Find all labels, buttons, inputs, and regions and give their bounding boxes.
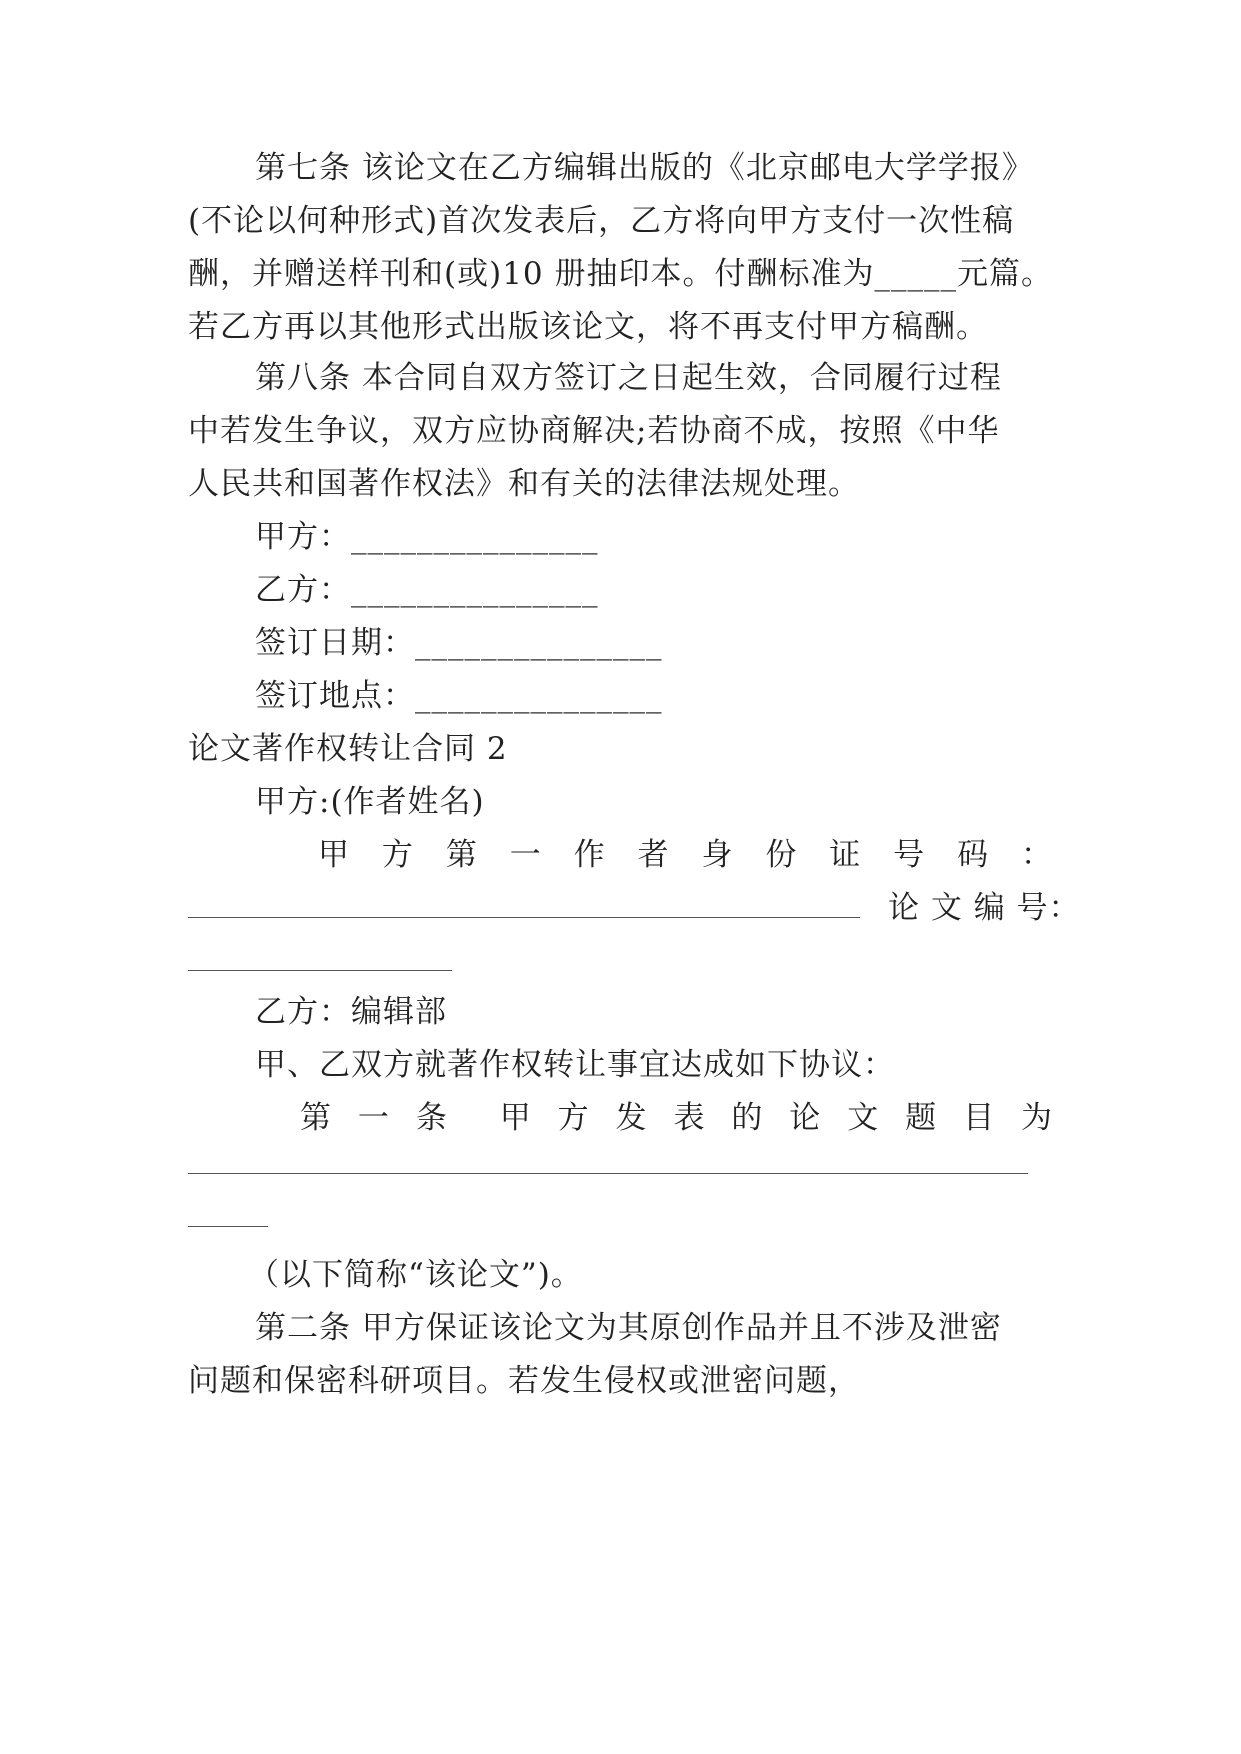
id-label-char: 作 [573, 837, 606, 873]
article8-line2: 中若发生争议，双方应协商解决;若协商不成，按照《中华 [188, 413, 1000, 449]
id-label-char: 一 [509, 837, 542, 873]
contract2-title: 论文著作权转让合同 2 [188, 731, 508, 767]
contract2-party-b: 乙方：编辑部 [255, 994, 447, 1030]
article7-line3: 酬，并赠送样刊和(或)10 册抽印本。付酬标准为_____元篇。 [188, 256, 1053, 292]
paper-number-blank [188, 970, 452, 971]
paper-title-blank-2 [188, 1226, 268, 1227]
id-label-char: 第 [445, 837, 478, 873]
article1-char: 一 [357, 1100, 390, 1136]
article1-char: 甲 [499, 1100, 532, 1136]
signature-party-b: 乙方：_______________ [255, 572, 599, 608]
article1-char: 论 [789, 1100, 822, 1136]
id-label-char: 身 [701, 837, 734, 873]
signature-party-a: 甲方：_______________ [255, 519, 599, 555]
paper-title-blank-1 [188, 1173, 1028, 1174]
id-number-label [318, 835, 1053, 875]
id-label-char: 份 [765, 837, 798, 873]
article1-char: 表 [673, 1100, 706, 1136]
id-label-char: ： [1020, 837, 1053, 873]
signature-place: 签订地点：_______________ [255, 678, 663, 714]
article8-line1: 第八条 本合同自双方签订之日起生效，合同履行过程 [255, 360, 1002, 396]
id-label-char: 证 [829, 837, 862, 873]
article1-char: 条 [415, 1100, 448, 1136]
article1-char: 发 [615, 1100, 648, 1136]
id-label-char: 者 [637, 837, 670, 873]
id-number-blank [188, 917, 860, 918]
paper-number-label: 论 文 编 号： [888, 890, 1081, 926]
id-label-char: 甲 [318, 837, 350, 873]
article1-char: 题 [905, 1100, 938, 1136]
article7-line1: 第七条 该论文在乙方编辑出版的《北京邮电大学学报》 [255, 150, 1034, 186]
article7-line2: (不论以何种形式)首次发表后，乙方将向甲方支付一次性稿 [188, 203, 1015, 239]
article1-char: 为 [1020, 1100, 1053, 1136]
article8-line3: 人民共和国著作权法》和有关的法律法规处理。 [188, 466, 860, 502]
abbrev-line: （以下简称“该论文”)。 [248, 1257, 583, 1293]
article1-char: 目 [963, 1100, 996, 1136]
id-label-char: 码 [957, 837, 990, 873]
contract2-party-a: 甲方:(作者姓名) [255, 784, 485, 820]
article7-line4: 若乙方再以其他形式出版该论文，将不再支付甲方稿酬。 [188, 309, 988, 345]
article1-char: 的 [731, 1100, 764, 1136]
id-label-char: 号 [893, 837, 926, 873]
signature-date: 签订日期：_______________ [255, 625, 663, 661]
article2-line2: 问题和保密科研项目。若发生侵权或泄密问题， [188, 1363, 860, 1399]
agreement-intro: 甲、乙双方就著作权转让事宜达成如下协议： [255, 1047, 895, 1083]
id-label-char: 方 [381, 837, 414, 873]
article1-line1 [300, 1098, 1053, 1138]
article1-char: 方 [557, 1100, 590, 1136]
article2-line1: 第二条 甲方保证该论文为其原创作品并且不涉及泄密 [255, 1310, 1002, 1346]
article1-char: 文 [847, 1100, 880, 1136]
article1-char: 第 [300, 1100, 332, 1136]
